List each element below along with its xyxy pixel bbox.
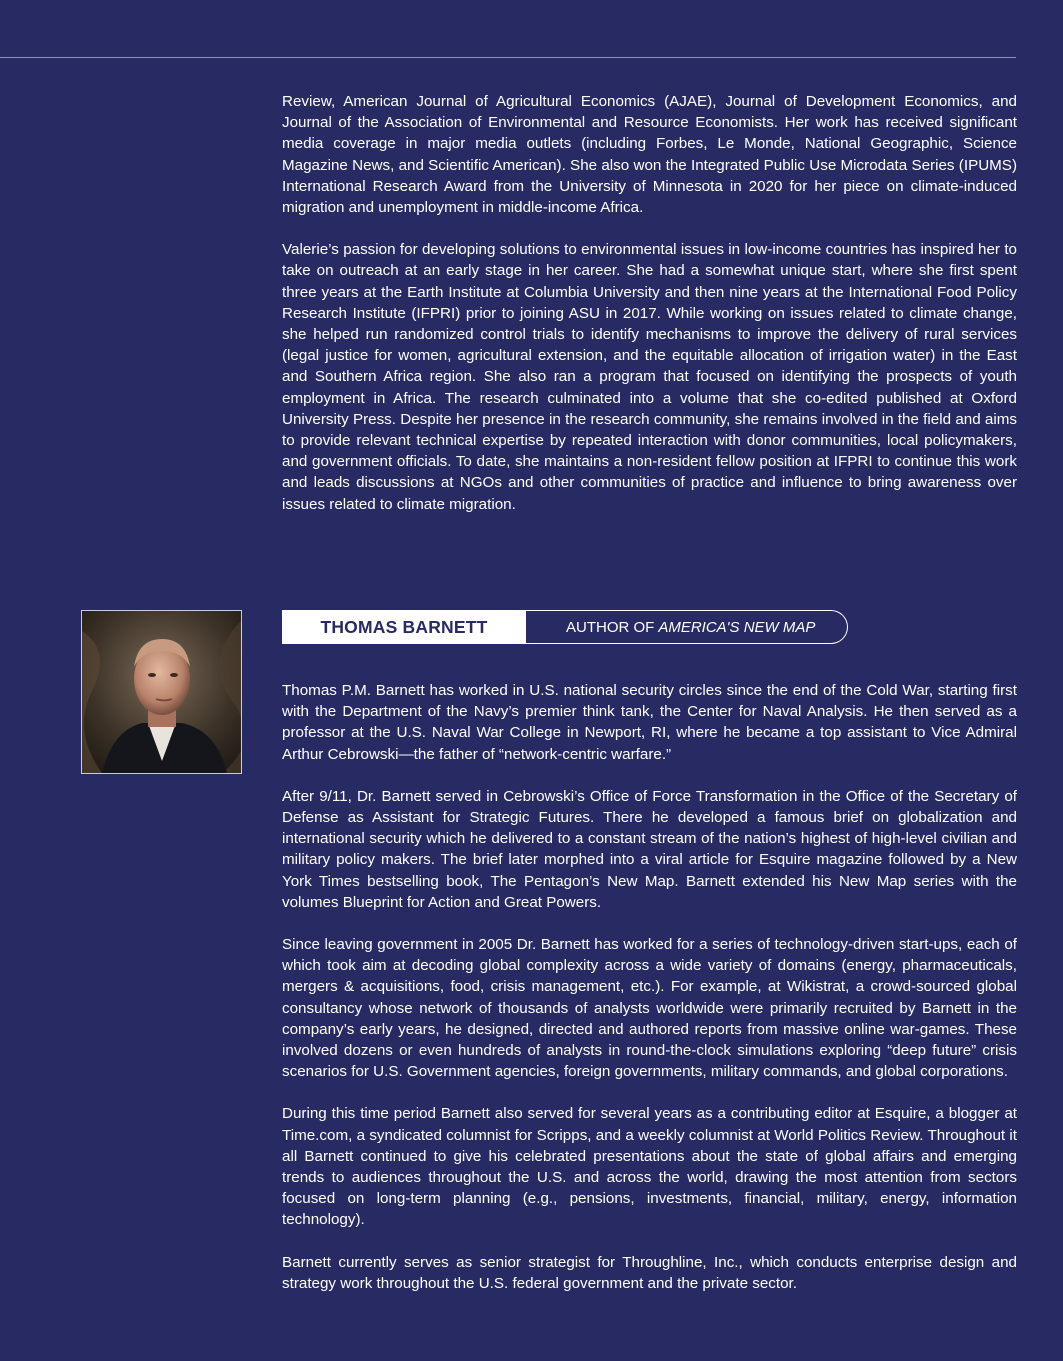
speaker-bio [282, 680, 1017, 1294]
portrait-illustration [82, 611, 241, 773]
speaker-subtitle [526, 610, 848, 644]
top-divider-line [0, 57, 1016, 58]
bio-paragraph: During this time period Barnett also served for several years as a contributing editor at Esquire, a blogger at Time.com, a syndicated columnist for Scripps, and a weekly columnist at World Politics Review. Throughout it all Barnett continued to give his celebrated presentations about the state of global affairs and emerging trends to audiences throughout the U.S. and across the world, drawing the most attention from sectors focused on long-term planning (e.g., pensions, investments, financial, military, energy, information technology). [282, 1105, 1017, 1229]
bio-paragraph: Barnett currently serves as senior strategist for Throughline, Inc., which conducts enterprise design and strategy work throughout the U.S. federal government and the private sector. [282, 1253, 1017, 1292]
speaker-name: THOMAS BARNETT [282, 610, 526, 644]
previous-bio-continued [282, 91, 1017, 515]
speaker-header [282, 610, 848, 644]
bio-paragraph: After 9/11, Dr. Barnett served in Cebrowski’s Office of Force Transformation in the Office of the Secretary of Defense as Assistant for Strategic Futures. There he developed a famous brief on globalization and international security which he delivered to a constant stream of the nation’s highest of high-level civilian and military policy makers. The brief later morphed into a viral article for Esquire magazine followed by a New York Times bestselling book, The Pentagon’s New Map. Barnett extended his New Map series with the volumes Blueprint for Action and Great Powers. [282, 787, 1017, 911]
bio-paragraph: Review, American Journal of Agricultural Economics (AJAE), Journal of Development Economics, and Journal of the Association of Environmental and Resource Economists. Her work has received significant media coverage in major media outlets (including Forbes, Le Monde, National Geographic, Science Magazine News, and Scientific American). She also won the Integrated Public Use Microdata Series (IPUMS) International Research Award from the University of Minnesota in 2020 for her piece on climate-induced migration and unemployment in middle-income Africa. [282, 93, 1017, 217]
bio-paragraph: Thomas P.M. Barnett has worked in U.S. national security circles since the end of the Cold War, starting first with the Department of the Navy’s premier think tank, the Center for Naval Analysis. He then served as a professor at the U.S. Naval War College in Newport, RI, where he became a top assistant to Vice Admiral Arthur Cebrowski—the father of “network-centric warfare.” [282, 682, 1017, 763]
speaker-portrait-photo [81, 610, 242, 774]
subtitle-book-title: AMERICA'S NEW MAP [658, 618, 816, 636]
bio-paragraph: Valerie’s passion for developing solutions to environmental issues in low-income countries has inspired her to take on outreach at an early stage in her career. She had a somewhat unique start, where she first spent three years at the Earth Institute at Columbia University and then nine years at the International Food Policy Research Institute (IFPRI) prior to joining ASU in 2017. While working on issues related to climate change, she helped run randomized control trials to identify mechanisms to improve the delivery of rural services (legal justice for women, agricultural extension, and the equitable allocation of irrigation water) in the East and Southern Africa region. She also ran a program that focused on identifying the prospects of youth employment in Africa. The research culminated into a volume that she co-edited published at Oxford University Press. Despite her presence in the research community, she remains involved in the field and aims to provide relevant technical expertise by repeated interaction with donor communities, local policymakers, and government officials. To date, she maintains a non-resident fellow position at IFPRI to continue this work and leads discussions at NGOs and other communities of practice and influence to bring awareness over issues related to climate migration. [282, 241, 1017, 513]
subtitle-prefix: AUTHOR OF [566, 618, 655, 636]
bio-paragraph: Since leaving government in 2005 Dr. Barnett has worked for a series of technology-driven start-ups, each of which took aim at decoding global complexity across a wide variety of domains (energy, pharmaceuticals, mergers & acquisitions, food, crisis management, etc.). For example, at Wikistrat, a crowd-sourced global consultancy whose network of thousands of analysts worldwide were primarily recruited by Barnett in the company’s early years, he designed, directed and authored reports from massive online war-games. These involved dozens or even hundreds of analysts in round-the-clock simulations exploring “deep future” crisis scenarios for U.S. Government agencies, foreign governments, military commands, and global corporations. [282, 936, 1017, 1081]
